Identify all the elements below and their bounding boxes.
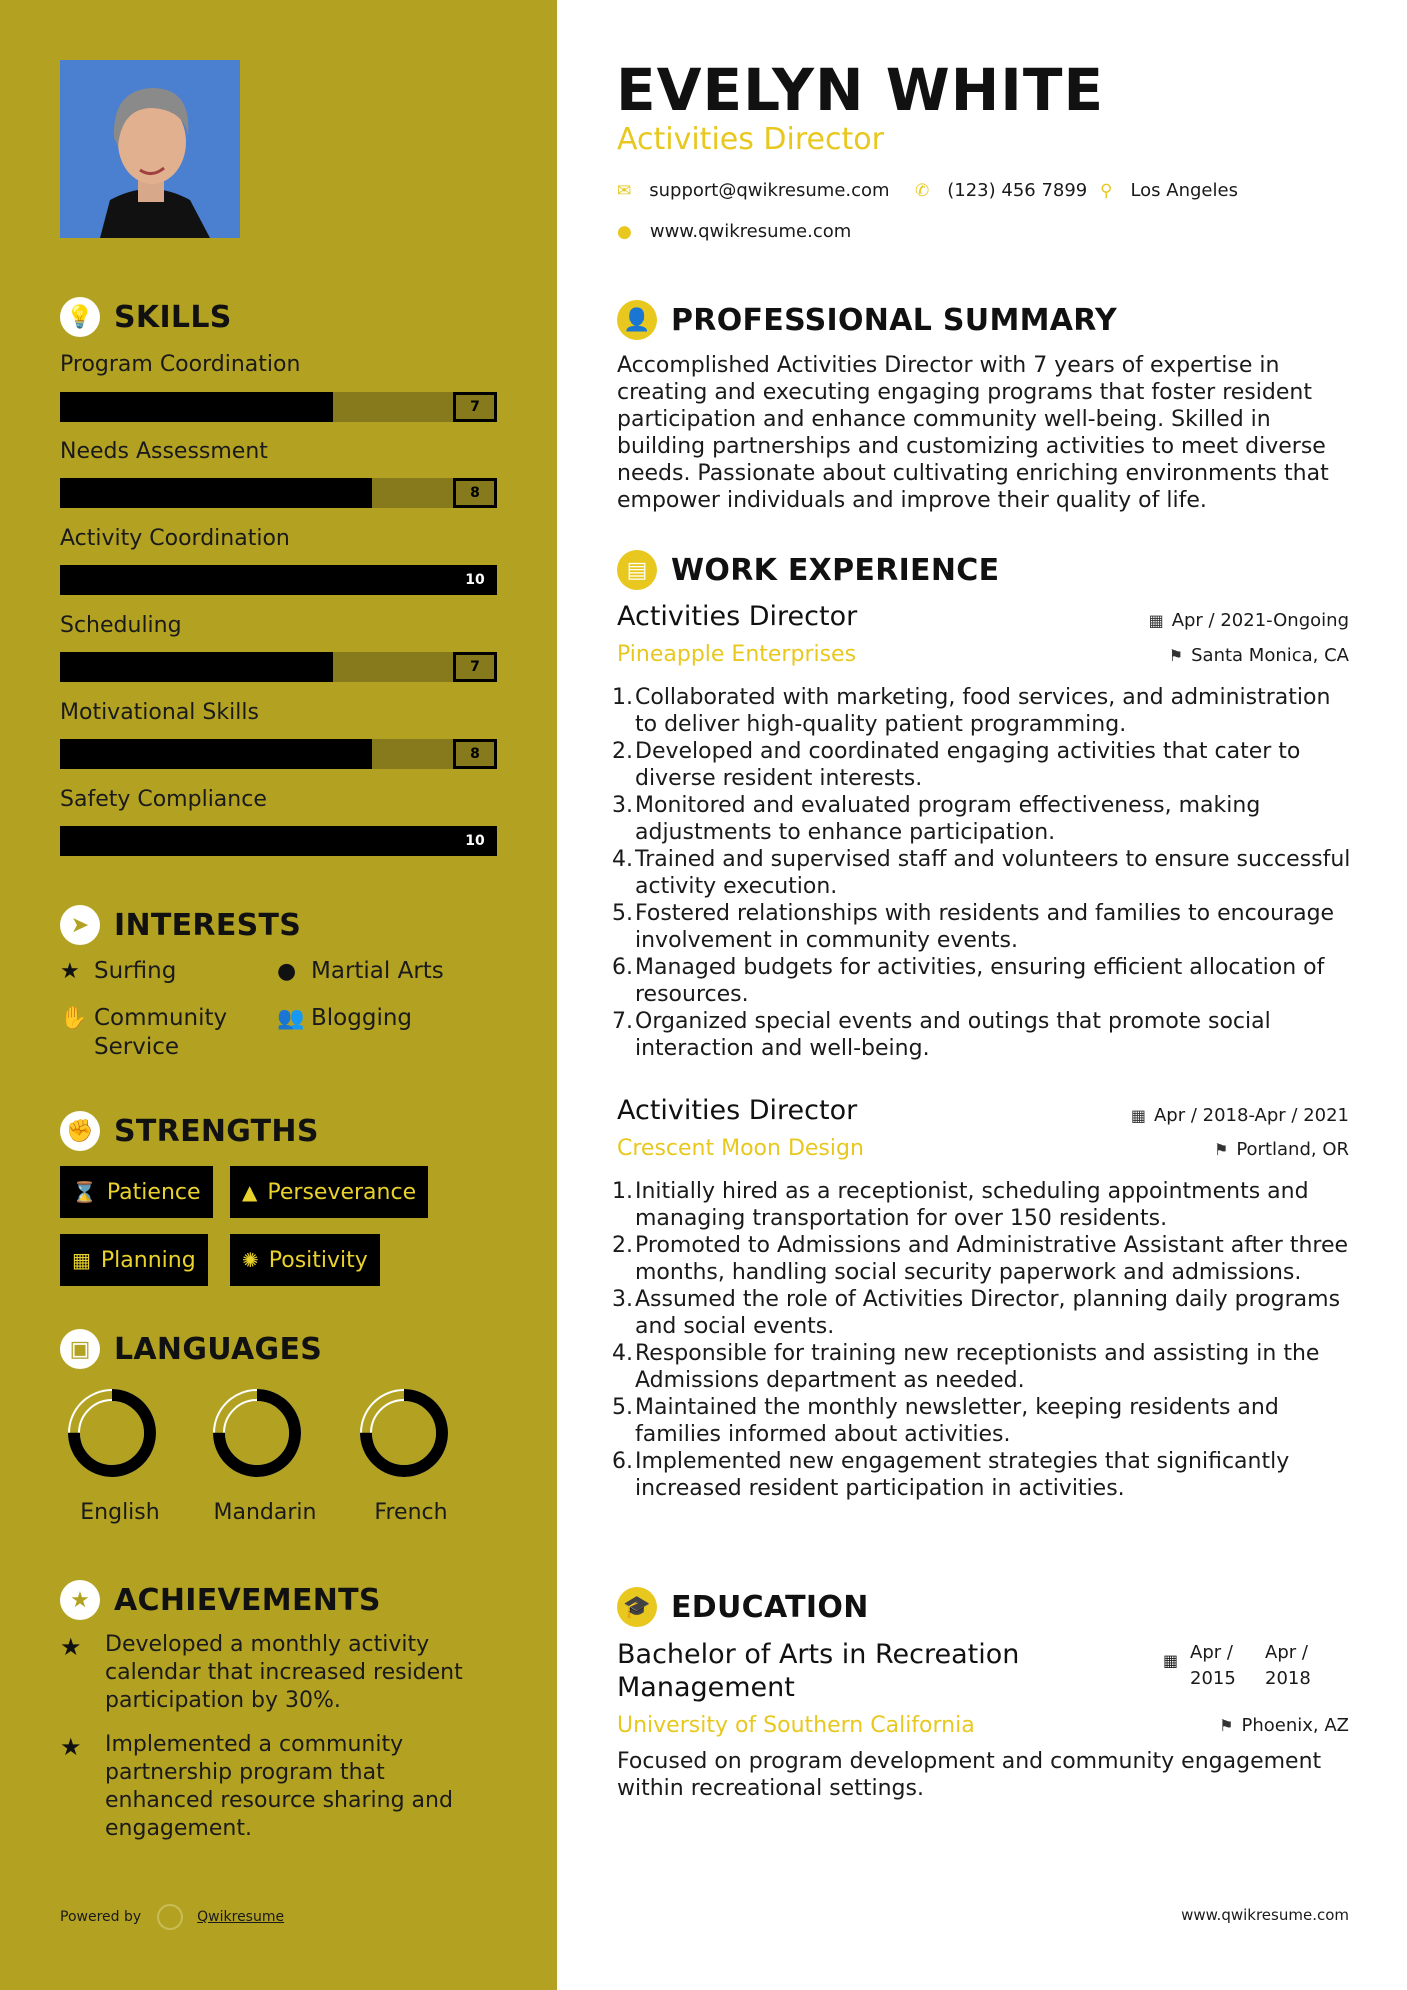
skill-level-box: 7 xyxy=(453,392,497,422)
job-title: Activities Director xyxy=(617,1095,858,1126)
job-title: Activities Director xyxy=(617,601,858,632)
skill-label: Needs Assessment xyxy=(60,439,268,464)
job-bullets xyxy=(612,1178,1357,1502)
shooting-star-icon: ★ xyxy=(60,1633,82,1661)
strength-tag xyxy=(60,1166,213,1218)
star-icon: ★ xyxy=(60,959,80,984)
education-end xyxy=(1265,1640,1311,1692)
interest-label: Martial Arts xyxy=(311,958,444,984)
education-school: University of Southern California xyxy=(617,1713,975,1738)
envelope-icon: ✉ xyxy=(617,180,632,201)
strengths-title: STRENGTHS xyxy=(114,1113,319,1149)
skill-label: Activity Coordination xyxy=(60,526,290,551)
skills-title: SKILLS xyxy=(114,299,232,335)
skills-heading xyxy=(60,297,232,337)
paper-plane-icon: ➤ xyxy=(60,905,100,945)
education-title: EDUCATION xyxy=(671,1589,869,1625)
education-description: Focused on program development and community engagement within recreational settings. xyxy=(617,1749,1322,1801)
education-location-text: Phoenix, AZ xyxy=(1241,1715,1349,1736)
skill-bar-fill xyxy=(60,652,333,682)
calendar-icon: ▦ xyxy=(1148,611,1164,630)
strength-tag xyxy=(230,1234,380,1286)
powered-by-label: Powered by xyxy=(60,1909,142,1925)
skill-label: Scheduling xyxy=(60,613,182,638)
fist-icon: ✊ xyxy=(60,1111,100,1151)
summary-text: Accomplished Activities Director with 7 years of expertise in creating and executing engaging programs that foster resident participation and enhance community well-being. Skilled in building partnerships and customizing activities to meet diverse needs. Passionate about cultivating enriching environments that empower individuals and improve their quality of life. xyxy=(617,353,1329,513)
powered-by xyxy=(60,1904,284,1930)
sidebar xyxy=(0,0,557,1990)
interest-label: Surfing xyxy=(94,958,177,984)
skill-bar xyxy=(60,392,497,422)
language-ring xyxy=(358,1387,450,1479)
calendar-icon: ▦ xyxy=(1130,1106,1146,1125)
map-pin-icon: ⚲ xyxy=(1100,180,1113,201)
skill-bar xyxy=(60,826,497,856)
experience-heading xyxy=(617,550,999,590)
globe-icon: ● xyxy=(277,959,297,984)
skill-bar-fill xyxy=(60,826,497,856)
skill-bar-fill xyxy=(60,739,372,769)
job-dates xyxy=(1149,610,1349,631)
achievements-heading xyxy=(60,1580,381,1620)
website-text: www.qwikresume.com xyxy=(649,221,852,242)
job-company: Crescent Moon Design xyxy=(617,1136,864,1161)
interests-heading xyxy=(60,905,301,945)
interest-item xyxy=(277,957,444,986)
candidate-role: Activities Director xyxy=(617,122,884,157)
candidate-name: EVELYN WHITE xyxy=(616,56,1105,124)
job-location xyxy=(1169,645,1349,666)
phone-text: (123) 456 7899 xyxy=(947,180,1088,201)
qwikresume-link[interactable]: Qwikresume xyxy=(197,1909,285,1925)
job-dates-text: Apr / 2021-Ongoing xyxy=(1171,610,1349,631)
job-dates-text: Apr / 2018-Apr / 2021 xyxy=(1153,1105,1349,1126)
skill-level-box: 7 xyxy=(453,652,497,682)
shooting-star-icon: ★ xyxy=(60,1733,82,1761)
calendar-icon: ▦ xyxy=(1163,1651,1179,1670)
list-item: 1. Collaborated with marketing, food services, and administration to deliver high-quality patient programming. xyxy=(612,685,1331,737)
skill-bar xyxy=(60,565,497,595)
job-dates xyxy=(1131,1105,1349,1126)
list-item: 5. Fostered relationships with residents and families to encourage involvement in community events. xyxy=(612,901,1335,953)
job-bullets xyxy=(612,684,1357,1062)
job-location xyxy=(1214,1139,1349,1160)
education-start-year: 2015 xyxy=(1190,1668,1236,1689)
education-end-year: 2018 xyxy=(1265,1668,1311,1689)
skill-level-box: 8 xyxy=(453,478,497,508)
interests-title: INTERESTS xyxy=(114,907,302,943)
achievement-item xyxy=(60,1631,500,1715)
languages-heading xyxy=(60,1329,322,1369)
list-item: 3. Assumed the role of Activities Director, planning daily programs and social events. xyxy=(612,1287,1341,1339)
list-item: 1. Initially hired as a receptionist, scheduling appointments and managing transportation for over 150 residents. xyxy=(612,1179,1309,1231)
calendar-icon: ▦ xyxy=(72,1248,91,1272)
location-text: Los Angeles xyxy=(1130,180,1238,201)
skill-label: Motivational Skills xyxy=(60,700,259,725)
interest-item xyxy=(60,957,176,986)
education-location xyxy=(1219,1715,1349,1736)
pin-icon: ⚑ xyxy=(1168,646,1184,665)
hourglass-icon: ⌛ xyxy=(72,1180,97,1204)
education-start xyxy=(1190,1640,1236,1692)
list-item: 5. Maintained the monthly newsletter, keeping residents and families informed about activities. xyxy=(612,1395,1279,1447)
phone-icon: ✆ xyxy=(915,180,930,201)
achievement-item xyxy=(60,1731,500,1843)
contact-email[interactable] xyxy=(617,180,890,201)
interest-label: Blogging xyxy=(311,1005,413,1031)
hand-icon: ✋ xyxy=(60,1006,88,1031)
list-item: 3. Monitored and evaluated program effectiveness, making adjustments to enhance participation. xyxy=(612,793,1261,845)
briefcase-icon: ▤ xyxy=(617,550,657,590)
language-icon: ▣ xyxy=(60,1329,100,1369)
skill-bar-fill xyxy=(60,565,497,595)
language-label: French xyxy=(374,1500,448,1525)
skill-bar-fill xyxy=(60,392,333,422)
skill-label: Safety Compliance xyxy=(60,787,267,812)
job-location-text: Portland, OR xyxy=(1236,1139,1349,1160)
summary-title: PROFESSIONAL SUMMARY xyxy=(671,302,1118,338)
language-label: Mandarin xyxy=(213,1500,317,1525)
language-label: English xyxy=(80,1500,160,1525)
skill-level-box: 10 xyxy=(453,826,497,856)
skill-level-box: 8 xyxy=(453,739,497,769)
contact-location xyxy=(1100,180,1238,201)
email-text: support@qwikresume.com xyxy=(649,180,890,201)
users-icon: 👥 xyxy=(277,1006,305,1031)
list-item: 4. Responsible for training new receptionists and assisting in the Admissions department as needed. xyxy=(612,1341,1320,1393)
language-ring xyxy=(66,1387,158,1479)
language-ring xyxy=(211,1387,303,1479)
education-heading xyxy=(617,1587,869,1627)
list-item: 2. Developed and coordinated engaging activities that cater to diverse resident interests. xyxy=(612,739,1301,791)
skill-label: Program Coordination xyxy=(60,352,301,377)
skill-bar xyxy=(60,739,497,769)
experience-title: WORK EXPERIENCE xyxy=(671,552,1000,588)
lightbulb-icon: 💡 xyxy=(60,297,100,337)
summary-heading xyxy=(617,300,1117,340)
contact-phone[interactable] xyxy=(915,180,1087,201)
skill-bar xyxy=(60,652,497,682)
strength-tag xyxy=(230,1166,428,1218)
list-item: 7. Organized special events and outings that promote social interaction and well-being. xyxy=(612,1009,1271,1061)
education-degree: Bachelor of Arts in Recreation Management xyxy=(617,1639,1020,1703)
mountain-icon: ▲ xyxy=(242,1180,258,1204)
job-location-text: Santa Monica, CA xyxy=(1191,645,1349,666)
contact-website[interactable] xyxy=(617,221,851,242)
strength-label: Positivity xyxy=(268,1247,368,1273)
strength-tag xyxy=(60,1234,208,1286)
globe-icon: ● xyxy=(617,221,632,242)
strength-label: Perseverance xyxy=(267,1179,417,1205)
education-end-month: Apr / xyxy=(1265,1642,1308,1663)
list-item: 4. Trained and supervised staff and volunteers to ensure successful activity execution. xyxy=(612,847,1351,899)
list-item: 6. Implemented new engagement strategies that significantly increased resident participation in activities. xyxy=(612,1449,1290,1501)
skill-bar-fill xyxy=(60,478,372,508)
skill-level-box: 10 xyxy=(453,565,497,595)
interest-label: Community Service xyxy=(94,1005,228,1060)
graduation-icon: 🎓 xyxy=(617,1587,657,1627)
list-item: 2. Promoted to Admissions and Administrative Assistant after three months, handling social security paperwork and admissions. xyxy=(612,1233,1349,1285)
profile-photo xyxy=(60,60,240,238)
achievement-text: Developed a monthly activity calendar that increased resident participation by 30%. xyxy=(105,1632,463,1713)
pin-icon: ⚑ xyxy=(1213,1140,1229,1159)
job-company: Pineapple Enterprises xyxy=(617,642,857,667)
strength-label: Patience xyxy=(106,1179,201,1205)
footer-website[interactable]: www.qwikresume.com xyxy=(1181,1906,1349,1924)
achievement-text: Implemented a community partnership program that enhanced resource sharing and engagement. xyxy=(105,1732,453,1841)
sun-icon: ✺ xyxy=(242,1248,259,1272)
pin-icon: ⚑ xyxy=(1219,1716,1234,1735)
languages-title: LANGUAGES xyxy=(114,1331,323,1367)
qwikresume-logo-icon xyxy=(157,1904,183,1930)
achievements-title: ACHIEVEMENTS xyxy=(114,1582,381,1618)
star-badge-icon: ★ xyxy=(60,1580,100,1620)
interest-item xyxy=(277,1004,412,1033)
strength-label: Planning xyxy=(100,1247,196,1273)
skill-bar xyxy=(60,478,497,508)
interest-item xyxy=(60,1004,250,1062)
education-start-month: Apr / xyxy=(1190,1642,1233,1663)
strengths-heading xyxy=(60,1111,319,1151)
list-item: 6. Managed budgets for activities, ensuring efficient allocation of resources. xyxy=(612,955,1325,1007)
user-icon: 👤 xyxy=(617,300,657,340)
